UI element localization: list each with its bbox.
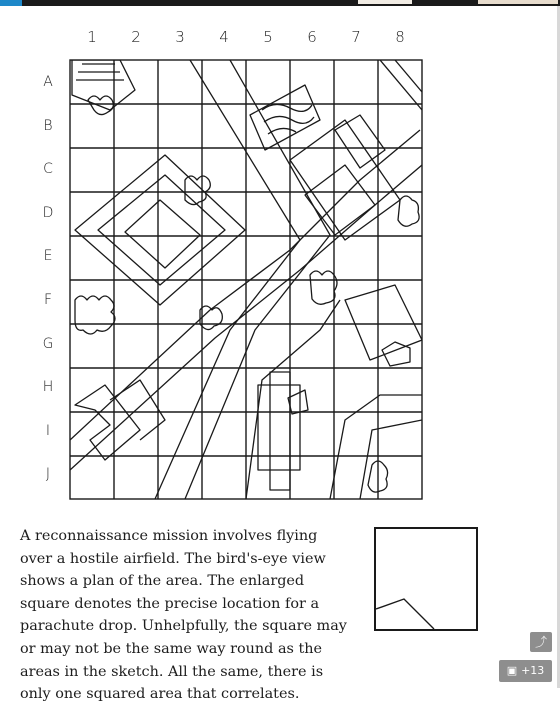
row-label: E [43,248,53,264]
column-label: 7 [351,28,361,46]
camera-icon: ▣ [506,664,518,677]
building [290,120,400,240]
row-label: D [42,205,54,221]
column-label: 8 [395,28,405,46]
building [75,155,245,305]
shrub [310,271,337,304]
row-label: F [43,292,53,308]
building [75,385,140,460]
enlarged-square-sketch [376,529,476,629]
shrub [185,176,210,205]
row-label: G [42,336,54,352]
share-icon: ⤴ [534,635,547,649]
road [380,60,422,110]
shrub [88,96,113,115]
share-button[interactable] [530,632,552,652]
hangar [288,390,308,414]
column-label: 5 [263,28,273,46]
row-label: J [45,466,51,482]
hangar [258,385,300,470]
puzzle-caption: A reconnaissance mission involves flying over a hostile airfield. The bird's-eye view shows a plan of the area. The enlarged square denotes the precise location for a parachute drop. Unhelpfully, the square may or may not be the same way round as the areas in the sketch. All the same, there is only one squared area that correlates. [20,528,347,703]
gallery-count: +13 [521,664,545,677]
row-label: B [43,118,53,134]
road [246,300,340,499]
clue-line [376,599,434,629]
shrub [75,296,115,334]
building [110,380,165,440]
shrub [398,196,419,226]
grid-lines [70,60,422,499]
runway-diagonal [70,130,420,440]
enlarged-square [374,527,478,631]
column-label: 4 [219,28,229,46]
row-label: I [45,423,51,439]
row-label: H [42,379,54,395]
hatching [76,64,124,80]
column-label: 3 [175,28,185,46]
shrub [200,306,222,330]
building [72,60,135,110]
column-label: 1 [87,28,97,46]
road [330,395,422,499]
building [125,200,200,268]
column-label: 6 [307,28,317,46]
gallery-button[interactable] [499,660,552,682]
hangar [270,372,290,490]
row-label: A [43,74,53,90]
column-label: 2 [131,28,141,46]
row-label: C [43,161,53,177]
